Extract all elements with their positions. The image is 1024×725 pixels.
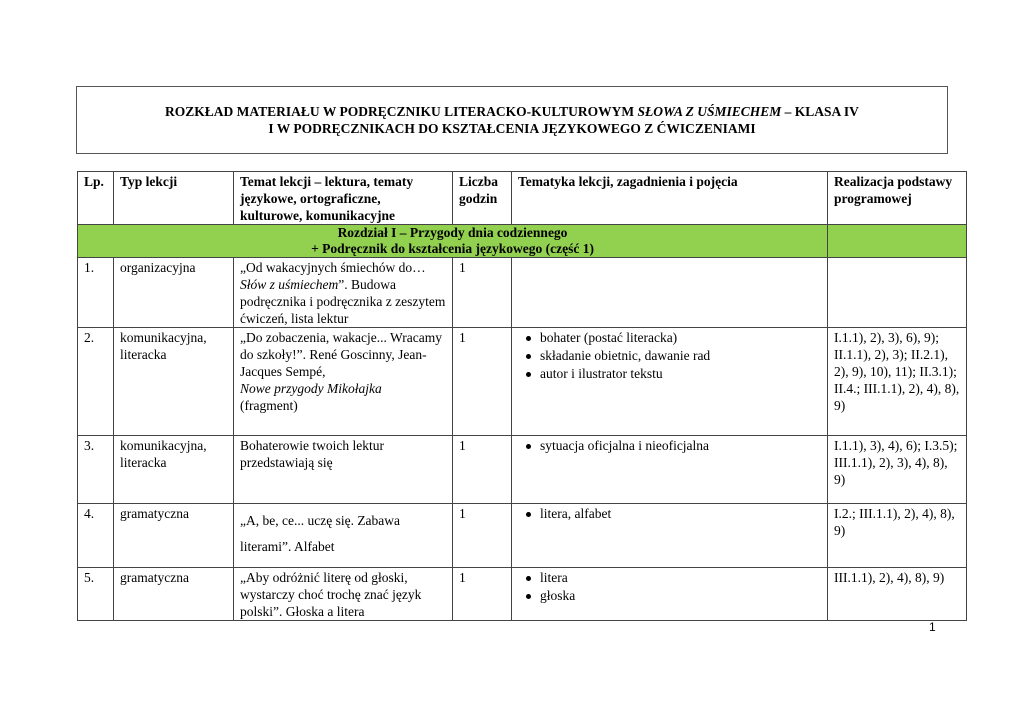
list-item: głoska	[540, 587, 821, 605]
cell-typ: komunikacyjna, literacka	[114, 436, 234, 504]
section-row	[78, 225, 967, 258]
tematyka-list	[518, 437, 821, 455]
cell-lp: 1.	[78, 258, 114, 328]
table-row	[78, 436, 967, 504]
cell-typ: gramatyczna	[114, 504, 234, 568]
cell-liczba: 1	[453, 568, 512, 621]
cell-tematyka	[512, 436, 828, 504]
table-row	[78, 568, 967, 621]
cell-typ: organizacyjna	[114, 258, 234, 328]
cell-tematyka	[512, 328, 828, 436]
cell-lp: 4.	[78, 504, 114, 568]
table-row	[78, 258, 967, 328]
table-row	[78, 504, 967, 568]
header-lp: Lp.	[78, 172, 114, 225]
title-line-1: ROZKŁAD MATERIAŁU W PODRĘCZNIKU LITERACKO-KULTUROWYM SŁOWA Z UŚMIECHEM – KLASA IV	[165, 104, 859, 119]
table-row	[78, 328, 967, 436]
header-tematyka: Tematyka lekcji, zagadnienia i pojęcia	[512, 172, 828, 225]
cell-realizacja	[828, 258, 967, 328]
cell-temat: „Od wakacyjnych śmiechów do… Słów z uśmiechem”. Budowa podręcznika i podręcznika z zeszytem ćwiczeń, lista lektur	[234, 258, 453, 328]
tematyka-list	[518, 329, 821, 383]
list-item: autor i ilustrator tekstu	[540, 365, 821, 383]
cell-tematyka	[512, 568, 828, 621]
cell-temat: „Do zobaczenia, wakacje... Wracamy do szkoły!”. René Goscinny, Jean-Jacques Sempé, Nowe przygody Mikołajka (fragment)	[234, 328, 453, 436]
lesson-plan-table	[77, 171, 967, 621]
section-title: Rozdział I – Przygody dnia codziennego + Podręcznik do kształcenia językowego (część 1)	[78, 225, 828, 258]
cell-realizacja: I.2.; III.1.1), 2), 4), 8), 9)	[828, 504, 967, 568]
tematyka-list	[518, 569, 821, 605]
page-number: 1	[929, 620, 936, 634]
list-item: litera, alfabet	[540, 505, 821, 523]
header-temat-lekcji: Temat lekcji – lektura, tematy językowe, ortograficzne, kulturowe, komunikacyjne	[234, 172, 453, 225]
section-empty-cell	[828, 225, 967, 258]
table-header-row	[78, 172, 967, 225]
list-item: składanie obietnic, dawanie rad	[540, 347, 821, 365]
cell-typ: komunikacyjna, literacka	[114, 328, 234, 436]
cell-temat: „A, be, ce... uczę się. Zabawa literami”. Alfabet	[234, 504, 453, 568]
tematyka-list	[518, 505, 821, 523]
cell-lp: 5.	[78, 568, 114, 621]
cell-realizacja: III.1.1), 2), 4), 8), 9)	[828, 568, 967, 621]
cell-temat: Bohaterowie twoich lektur przedstawiają się	[234, 436, 453, 504]
cell-realizacja: I.1.1), 2), 3), 6), 9); II.1.1), 2), 3); II.2.1), 2), 9), 10), 11); II.3.1); II.4.; III.1.1), 2), 4), 8), 9)	[828, 328, 967, 436]
cell-typ: gramatyczna	[114, 568, 234, 621]
list-item: bohater (postać literacka)	[540, 329, 821, 347]
cell-lp: 3.	[78, 436, 114, 504]
cell-liczba: 1	[453, 436, 512, 504]
cell-temat: „Aby odróżnić literę od głoski, wystarczy choć trochę znać język polski”. Głoska a litera	[234, 568, 453, 621]
cell-liczba: 1	[453, 258, 512, 328]
header-realizacja: Realizacja podstawy programowej	[828, 172, 967, 225]
cell-lp: 2.	[78, 328, 114, 436]
header-typ-lekcji: Typ lekcji	[114, 172, 234, 225]
cell-tematyka	[512, 258, 828, 328]
header-liczba-godzin: Liczba godzin	[453, 172, 512, 225]
cell-realizacja: I.1.1), 3), 4), 6); I.3.5); III.1.1), 2), 3), 4), 8), 9)	[828, 436, 967, 504]
document-title	[76, 86, 948, 154]
title-line-2: I W PODRĘCZNIKACH DO KSZTAŁCENIA JĘZYKOWEGO Z ĆWICZENIAMI	[268, 121, 756, 136]
list-item: litera	[540, 569, 821, 587]
cell-liczba: 1	[453, 328, 512, 436]
cell-liczba: 1	[453, 504, 512, 568]
cell-tematyka	[512, 504, 828, 568]
list-item: sytuacja oficjalna i nieoficjalna	[540, 437, 821, 455]
